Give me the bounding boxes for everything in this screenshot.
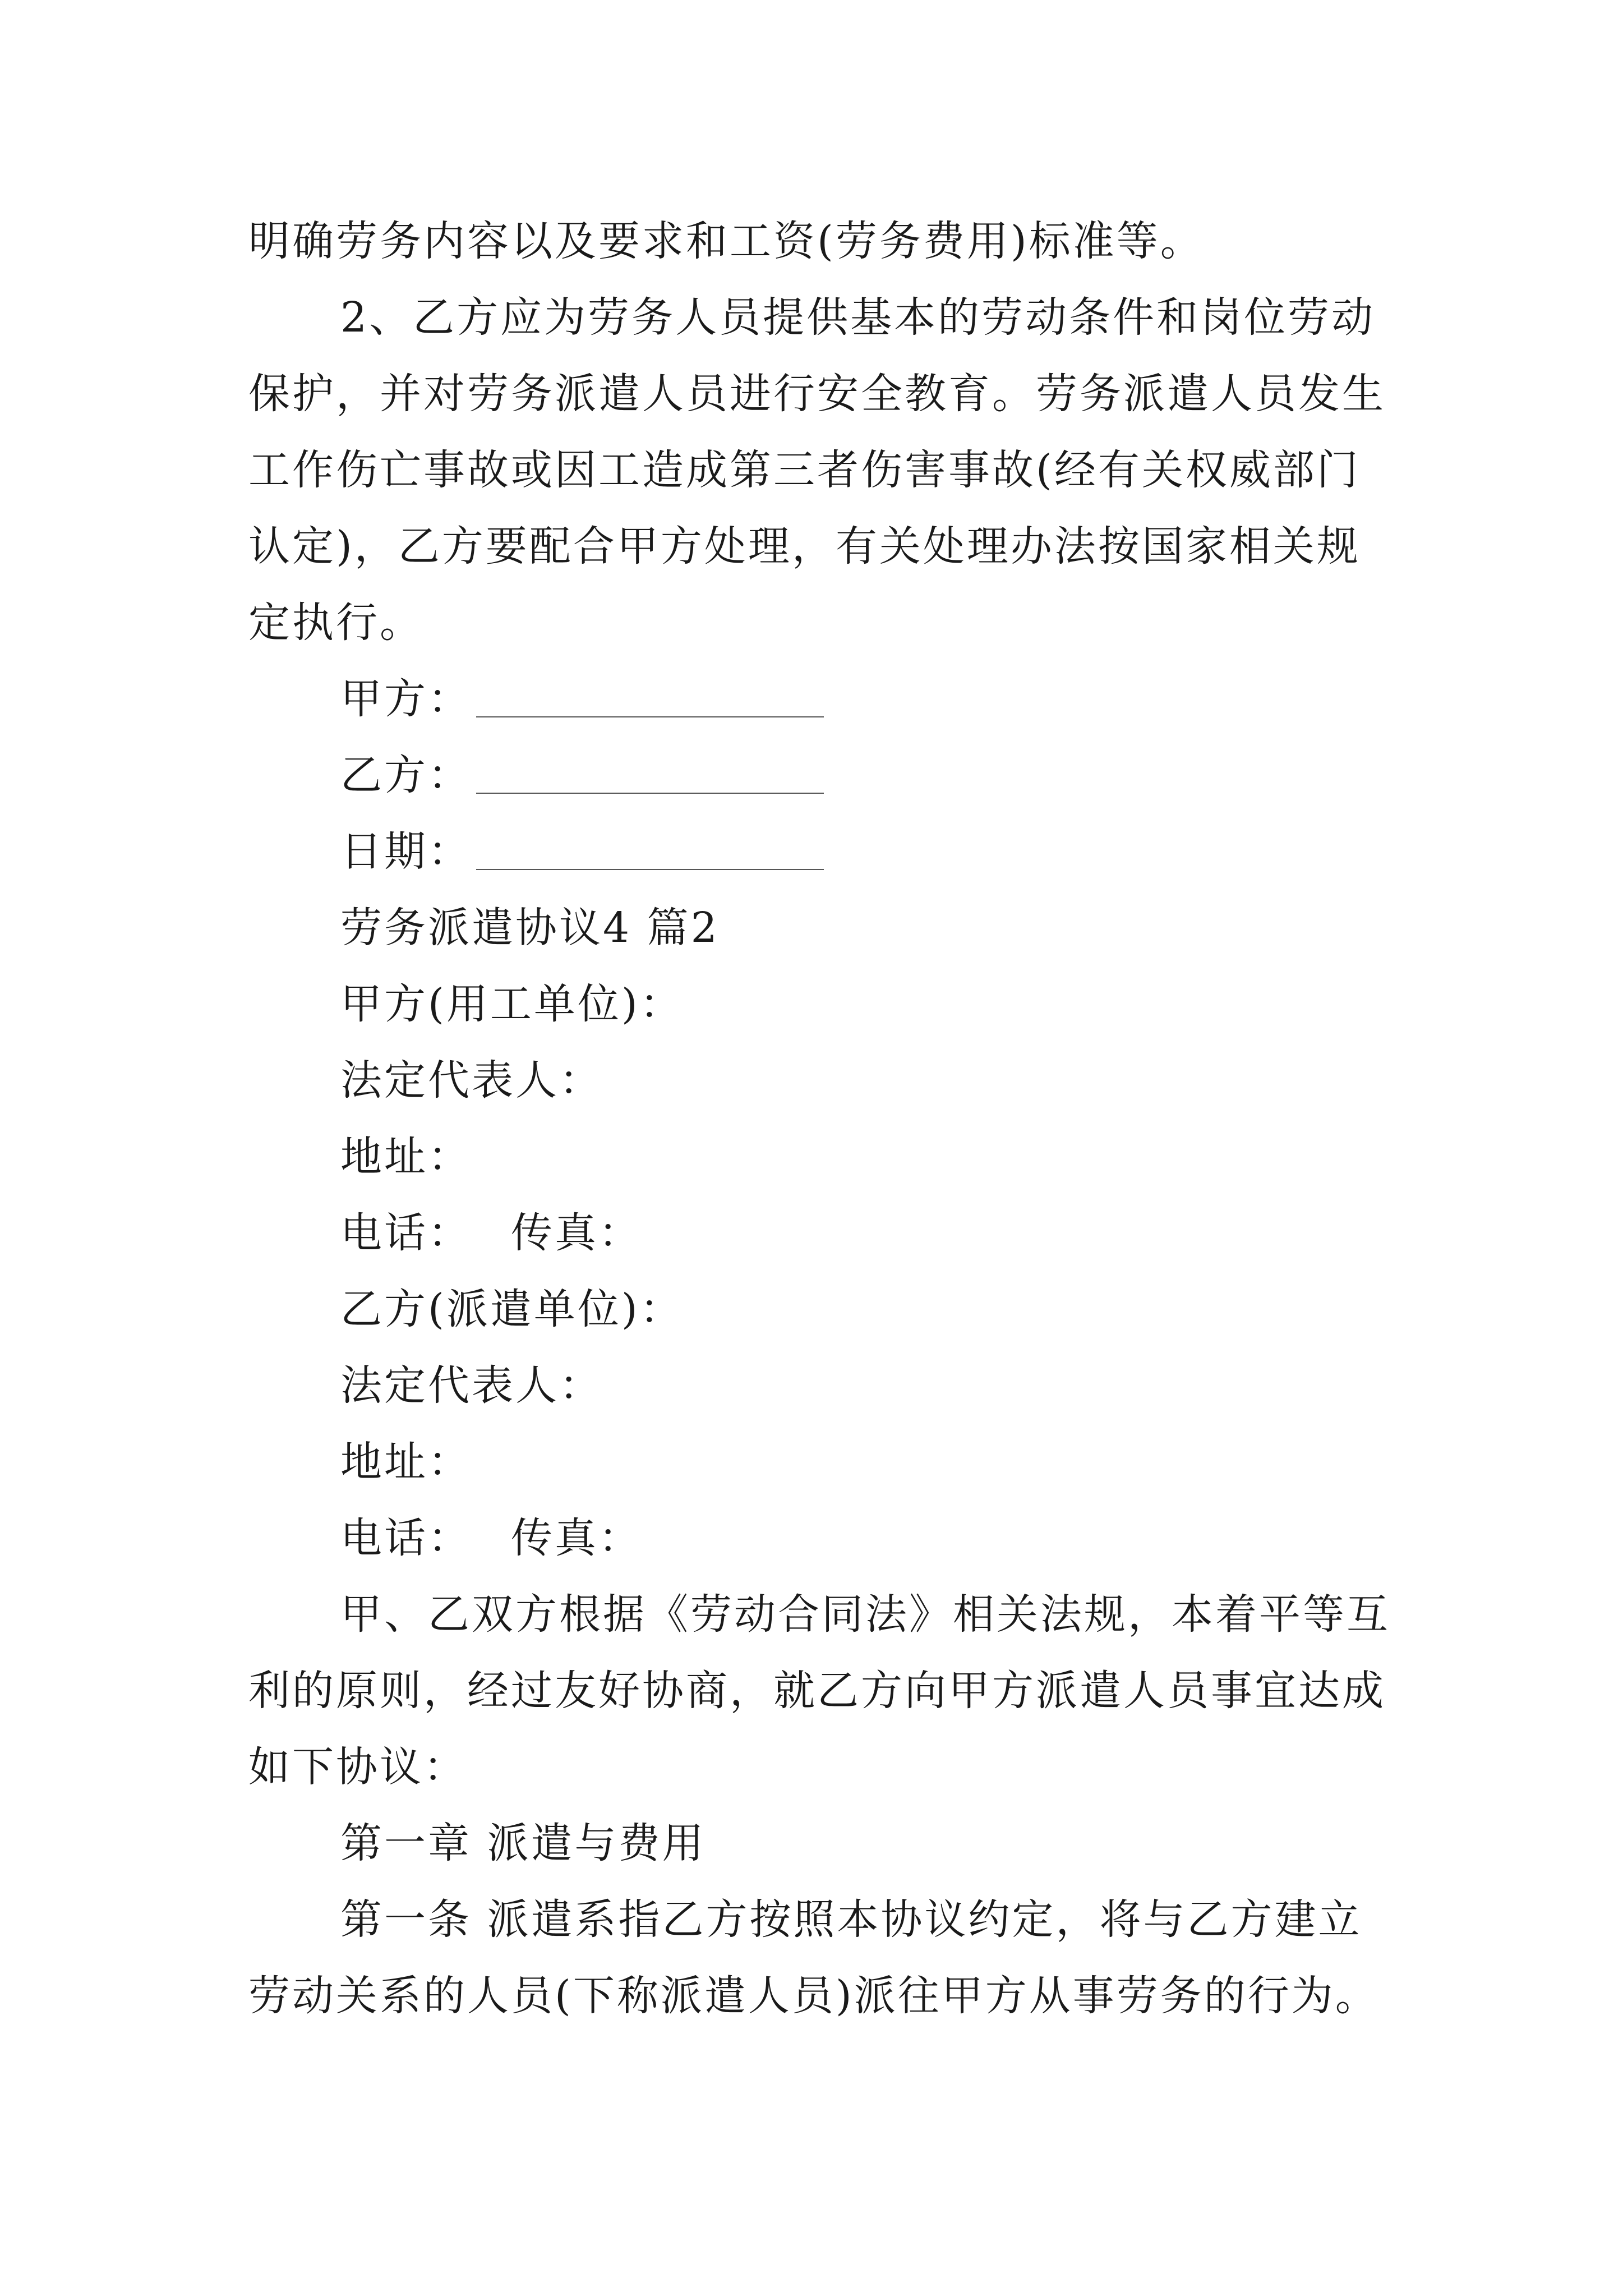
- signature-party-a-label: 甲方：: [340, 675, 472, 723]
- party-a-contact: [248, 1195, 1381, 1271]
- party-a-representative: 法定代表人：: [340, 1056, 603, 1105]
- intro-line: 利的原则，经过友好协商，就乙方向甲方派遣人员事宜达成: [248, 1667, 1386, 1715]
- party-b-address: 地址：: [340, 1438, 472, 1486]
- intro-line: 如下协议：: [248, 1743, 467, 1791]
- chapter-heading: 第一章 派遣与费用: [340, 1819, 706, 1867]
- paragraph-line: 明确劳务内容以及要求和工资(劳务费用)标准等。: [248, 217, 1204, 265]
- signature-party-b-label: 乙方：: [340, 751, 472, 799]
- signature-date: [248, 813, 1381, 890]
- section-heading: 劳务派遣协议4 篇2: [340, 904, 720, 952]
- signature-party-b: [248, 737, 1381, 813]
- party-a-title: 甲方(用工单位)：: [340, 980, 684, 1028]
- paragraph-line: 2、乙方应为劳务人员提供基本的劳动条件和岗位劳动: [340, 293, 1376, 342]
- signature-party-a-blank: [476, 677, 824, 717]
- party-b-title: 乙方(派遣单位)：: [340, 1285, 684, 1333]
- paragraph-line: 工作伤亡事故或因工造成第三者伤害事故(经有关权威部门: [248, 446, 1361, 494]
- party-b-phone: 电话：: [340, 1514, 472, 1562]
- paragraph-line: 定执行。: [248, 599, 423, 647]
- party-b-fax: 传真：: [511, 1514, 642, 1562]
- signature-party-b-blank: [476, 753, 824, 794]
- signature-date-blank: [476, 830, 824, 870]
- intro-line: 甲、乙双方根据《劳动合同法》相关法规，本着平等互: [340, 1590, 1390, 1639]
- party-a-phone: 电话：: [340, 1209, 472, 1257]
- paragraph-line: 保护，并对劳务派遣人员进行安全教育。劳务派遣人员发生: [248, 370, 1386, 418]
- signature-date-label: 日期：: [340, 827, 472, 876]
- article-line: 第一条 派遣系指乙方按照本协议约定，将与乙方建立: [340, 1895, 1362, 1944]
- party-a-fax: 传真：: [511, 1209, 642, 1257]
- party-a-address: 地址：: [340, 1133, 472, 1181]
- party-b-representative: 法定代表人：: [340, 1361, 603, 1410]
- document-page: [248, 203, 1390, 2034]
- signature-party-a: [248, 661, 1381, 737]
- party-b-contact: [248, 1500, 1381, 1576]
- article-line: 劳动关系的人员(下称派遣人员)派往甲方从事劳务的行为。: [248, 1972, 1379, 2020]
- paragraph-line: 认定)，乙方要配合甲方处理，有关处理办法按国家相关规: [248, 522, 1361, 570]
